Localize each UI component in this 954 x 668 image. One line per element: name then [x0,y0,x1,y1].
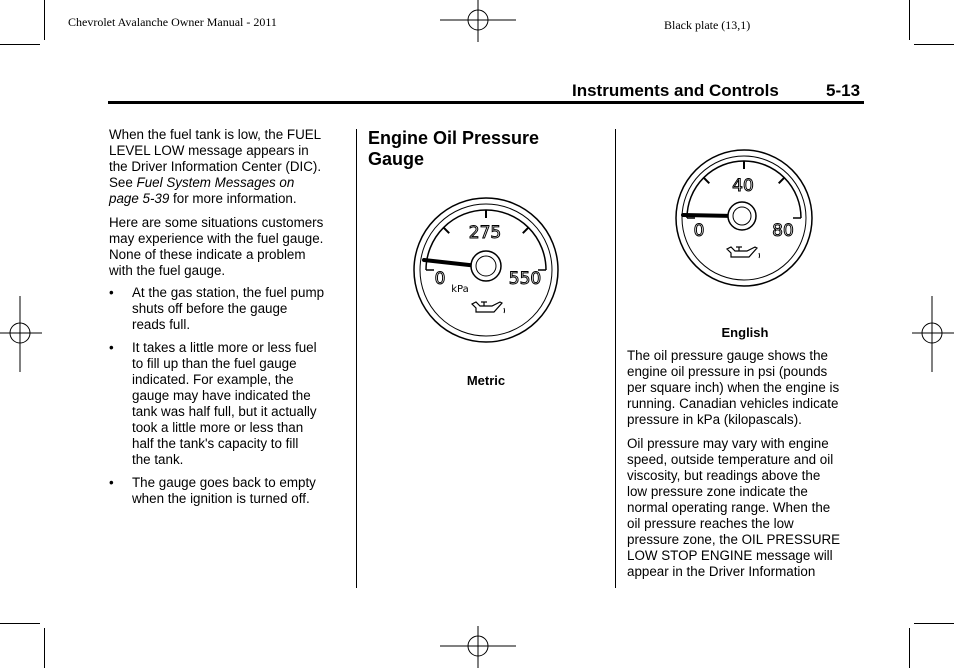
crop-mark [0,623,40,624]
crop-mark [914,623,954,624]
gauge-label-low: 0 [693,221,705,241]
list-item [109,475,349,509]
situations-paragraph [109,215,349,279]
text-line: the Driver Information Center (DIC). [109,159,322,174]
text-line: took a little more or less than [132,420,304,435]
text-span: for more information. [169,191,297,206]
text-line: Here are some situations customers [109,215,324,230]
text-line: speed, outside temperature and oil [627,452,834,467]
oil-pressure-variation-paragraph [627,436,867,580]
heading-line: Gauge [368,149,425,169]
fuel-low-paragraph [109,127,349,207]
bullet-marker: • [109,340,114,355]
text-span: See [109,175,137,190]
cross-reference-link[interactable]: Fuel System Messages on [136,175,295,190]
text-line: shuts off before the gauge [132,301,288,316]
header-rule [108,101,864,104]
text-line: It takes a little more or less fuel [132,340,317,355]
metric-oil-pressure-gauge [412,196,560,344]
text-line: normal operating range. When the [627,500,831,515]
gauge-label-low: 0 [434,269,446,289]
text-line: pressure zone, the OIL PRESSURE [627,532,841,547]
text-line: At the gas station, the fuel pump [132,285,325,300]
crop-mark [44,0,45,40]
text-line: gauge may have indicated the [132,388,311,403]
list-item-text [132,340,317,468]
gauge-label-mid: 40 [732,176,754,196]
column-divider [356,129,357,588]
registration-mark-left [0,296,42,372]
text-line: None of these indicate a problem [109,247,306,262]
bullet-marker: • [109,285,114,300]
page-number: 5-13 [826,81,861,100]
crop-mark [909,0,910,40]
column-divider [615,129,616,588]
text-line: engine oil pressure in psi (pounds [627,364,828,379]
text-line: pressure in kPa (kilopascals). [627,412,802,427]
registration-mark-top [440,0,516,42]
text-line: oil pressure reaches the low [627,516,794,531]
gauge-label-mid: 275 [468,223,502,243]
list-item-text [132,475,316,507]
text-line: tank was half full, but it actually [132,404,317,419]
text-line: may experience with the fuel gauge. [109,231,324,246]
registration-mark-right [912,296,954,372]
text-line: When the fuel tank is low, the FUEL [109,127,322,142]
bullet-marker: • [109,475,114,490]
section-title: Instruments and Controls [572,81,779,100]
text-line: appear in the Driver Information [627,564,816,579]
text-line: LOW STOP ENGINE message will [627,548,833,563]
text-line: indicated. For example, the [132,372,294,387]
text-line: running. Canadian vehicles indicate [627,396,839,411]
oil-gauge-description-paragraph [627,348,867,428]
text-line: low pressure zone indicate the [627,484,808,499]
list-item [109,285,349,335]
crop-mark [0,44,40,45]
text-line: per square inch) when the engine is [627,380,840,395]
english-oil-pressure-gauge [669,147,819,289]
registration-mark-bottom [440,626,516,668]
metric-caption: Metric [466,373,506,388]
gauge-label-high: 550 [508,269,542,289]
crop-mark [44,628,45,668]
plate-label: Black plate (13,1) [664,18,751,32]
text-line [109,175,349,191]
text-line: the tank. [132,452,184,467]
english-caption: English [721,325,769,340]
text-line: viscosity, but readings above the [627,468,821,483]
text-line: The oil pressure gauge shows the [627,348,828,363]
manual-title: Chevrolet Avalanche Owner Manual - 2011 [68,15,277,29]
crop-mark [909,628,910,668]
section-heading [368,128,539,170]
text-line: with the fuel gauge. [109,263,226,278]
cross-reference-page[interactable]: page 5-39 [109,191,170,206]
text-line: LEVEL LOW message appears in [109,143,309,158]
crop-mark [914,44,954,45]
list-item-text [132,285,324,333]
gauge-label-high: 80 [772,221,794,241]
text-line: The gauge goes back to empty [132,475,316,490]
gauge-unit: kPa [451,284,469,295]
heading-line: Engine Oil Pressure [368,128,540,148]
text-line: Oil pressure may vary with engine [627,436,829,451]
text-line: when the ignition is turned off. [132,491,310,506]
text-line: reads full. [132,317,191,332]
text-line [109,191,349,207]
text-line: to fill up than the fuel gauge [132,356,297,371]
list-item [109,340,349,470]
text-line: half the tank's capacity to fill [132,436,299,451]
